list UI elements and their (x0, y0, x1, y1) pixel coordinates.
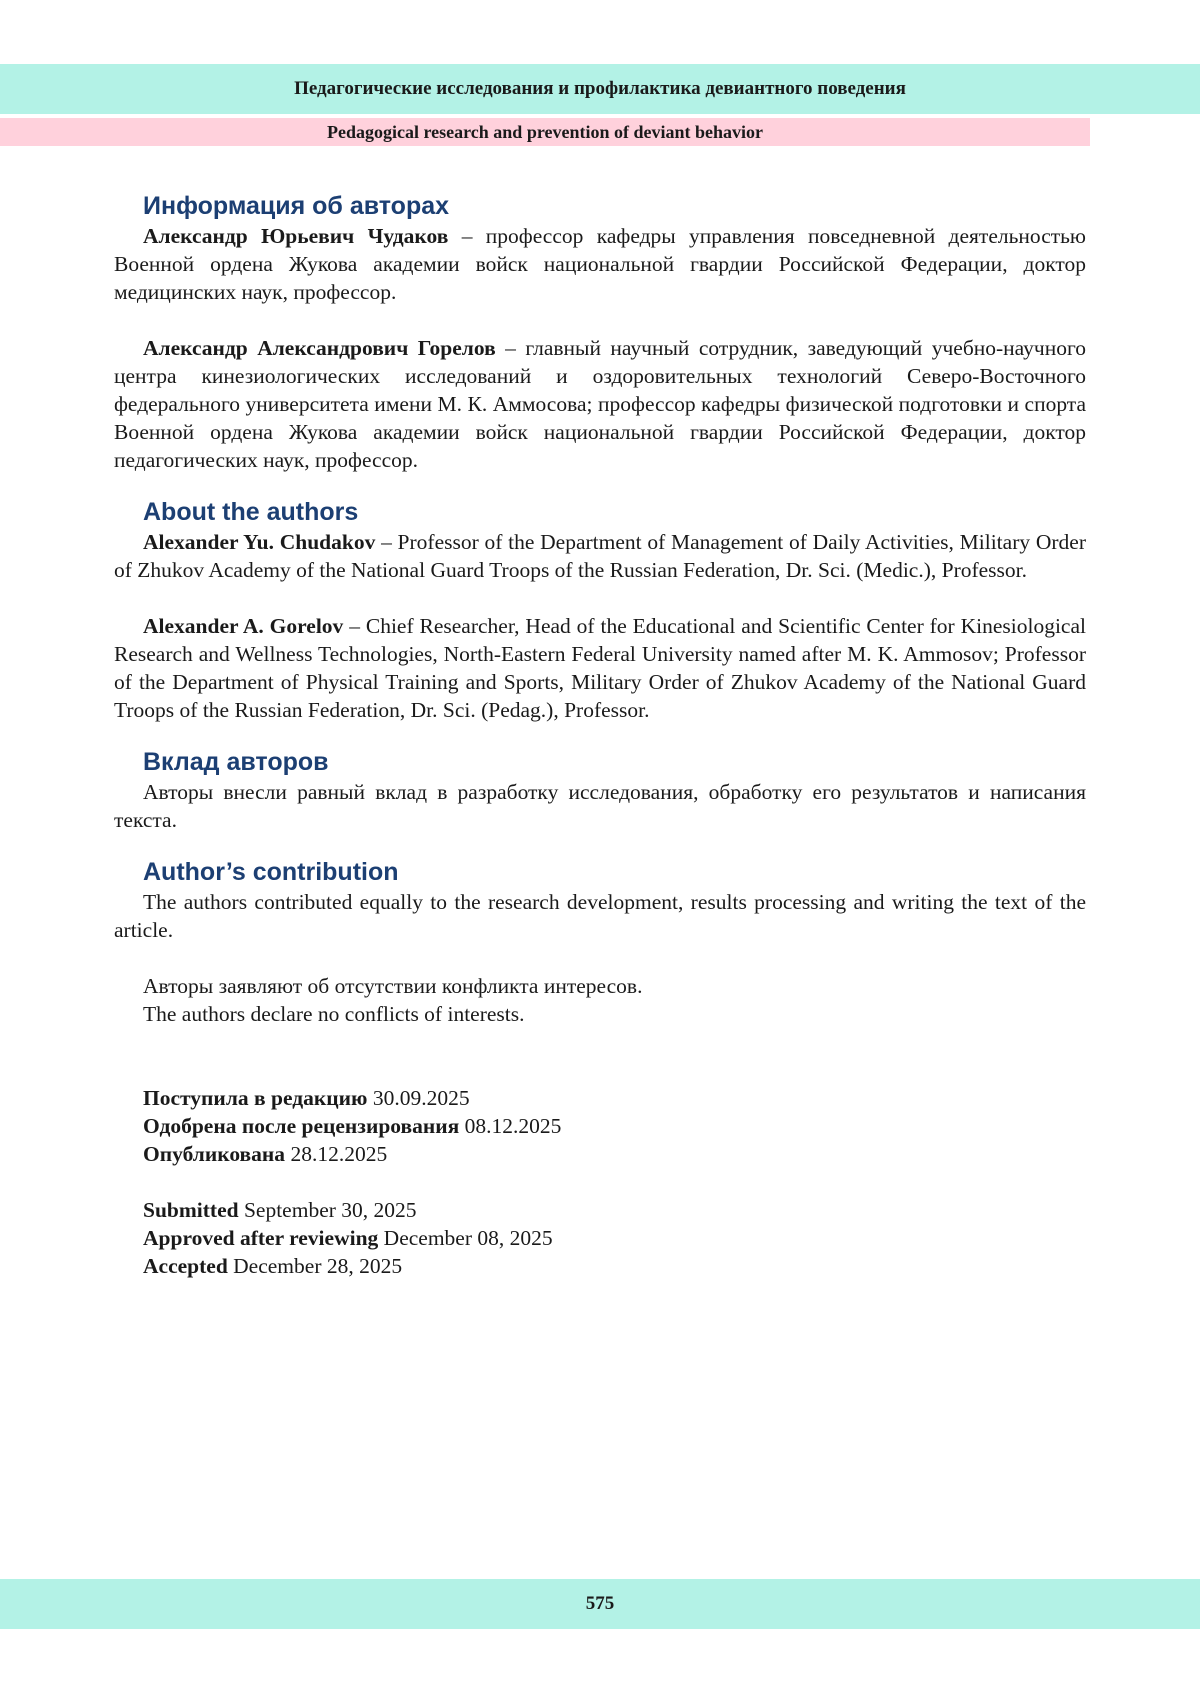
date-accepted-en-label: Accepted (143, 1254, 228, 1278)
author1-en-name: Alexander Yu. Chudakov (143, 530, 376, 554)
author1-en-text: – Professor of the Department of Management of Daily Activities, Military Order of Zhukov Academy of the National Guard Troops of the Russian Federation, Dr. Sci. (Medic.), Professor. (114, 530, 1086, 582)
journal-title-ru: Педагогические исследования и профилактика девиантного поведения (0, 64, 1200, 114)
date-approved-ru (114, 1112, 1086, 1140)
author2-ru-text: – главный научный сотрудник, заведующий учебно-научного центра кинезиологических исследований и оздоровительных технологий Северо-Восточного федерального университета имени М. К. Аммосова; профессор кафедры физической подготовки и спорта Военной ордена Жукова академии войск национальной гвардии Российской Федерации, доктор педагогических наук, профессор. (114, 336, 1086, 472)
date-published-ru-value: 28.12.2025 (285, 1142, 388, 1166)
journal-title-en: Pedagogical research and prevention of deviant behavior (0, 118, 1090, 146)
date-submitted-ru (114, 1084, 1086, 1112)
date-published-ru (114, 1140, 1086, 1168)
author1-ru (114, 222, 1086, 306)
date-accepted-en (114, 1252, 1086, 1280)
date-submitted-en-value: September 30, 2025 (238, 1198, 417, 1222)
date-published-ru-label: Опубликована (143, 1142, 286, 1166)
date-submitted-ru-value: 30.09.2025 (367, 1086, 470, 1110)
author2-en-name: Alexander A. Gorelov (143, 614, 344, 638)
author2-en (114, 612, 1086, 724)
page-content (114, 190, 1086, 1280)
date-approved-ru-value: 08.12.2025 (459, 1114, 562, 1138)
author2-ru-name: Александр Александрович Горелов (143, 336, 496, 360)
contribution-ru-text: Авторы внесли равный вклад в разработку исследования, обработку его результатов и написания текста. (114, 780, 1086, 832)
conflict-ru: Авторы заявляют об отсутствии конфликта интересов. (143, 974, 643, 998)
date-approved-en-label: Approved after reviewing (143, 1226, 379, 1250)
conflict-en: The authors declare no conflicts of interests. (143, 1002, 525, 1026)
date-approved-en-value: December 08, 2025 (378, 1226, 553, 1250)
author1-ru-name: Александр Юрьевич Чудаков (143, 224, 449, 248)
author1-en (114, 528, 1086, 584)
date-submitted-ru-label: Поступила в редакцию (143, 1086, 368, 1110)
date-submitted-en (114, 1196, 1086, 1224)
author2-en-text: – Chief Researcher, Head of the Educational and Scientific Center for Kinesiological Research and Wellness Technologies, North-Eastern Federal University named after M. K. Ammosov; Professor of the Department of Physical Training and Sports, Military Order of Zhukov Academy of the National Guard Troops of the Russian Federation, Dr. Sci. (Pedag.), Professor. (114, 614, 1086, 722)
author1-ru-text: – профессор кафедры управления повседневной деятельностью Военной ордена Жукова академии войск национальной гвардии Российской Федерации, доктор медицинских наук, профессор. (114, 224, 1086, 304)
authors-en-heading: About the authors (143, 498, 359, 526)
contribution-en-text: The authors contributed equally to the research development, results processing and writing the text of the article. (114, 890, 1086, 942)
contribution-ru-heading: Вклад авторов (143, 748, 329, 776)
date-submitted-en-label: Submitted (143, 1198, 239, 1222)
date-approved-ru-label: Одобрена после рецензирования (143, 1114, 460, 1138)
date-approved-en (114, 1224, 1086, 1252)
page-number: 575 (0, 1579, 1200, 1629)
date-accepted-en-value: December 28, 2025 (227, 1254, 403, 1278)
contribution-en-heading: Author’s contribution (143, 858, 399, 886)
authors-ru-heading: Информация об авторах (143, 192, 450, 220)
author2-ru (114, 334, 1086, 474)
